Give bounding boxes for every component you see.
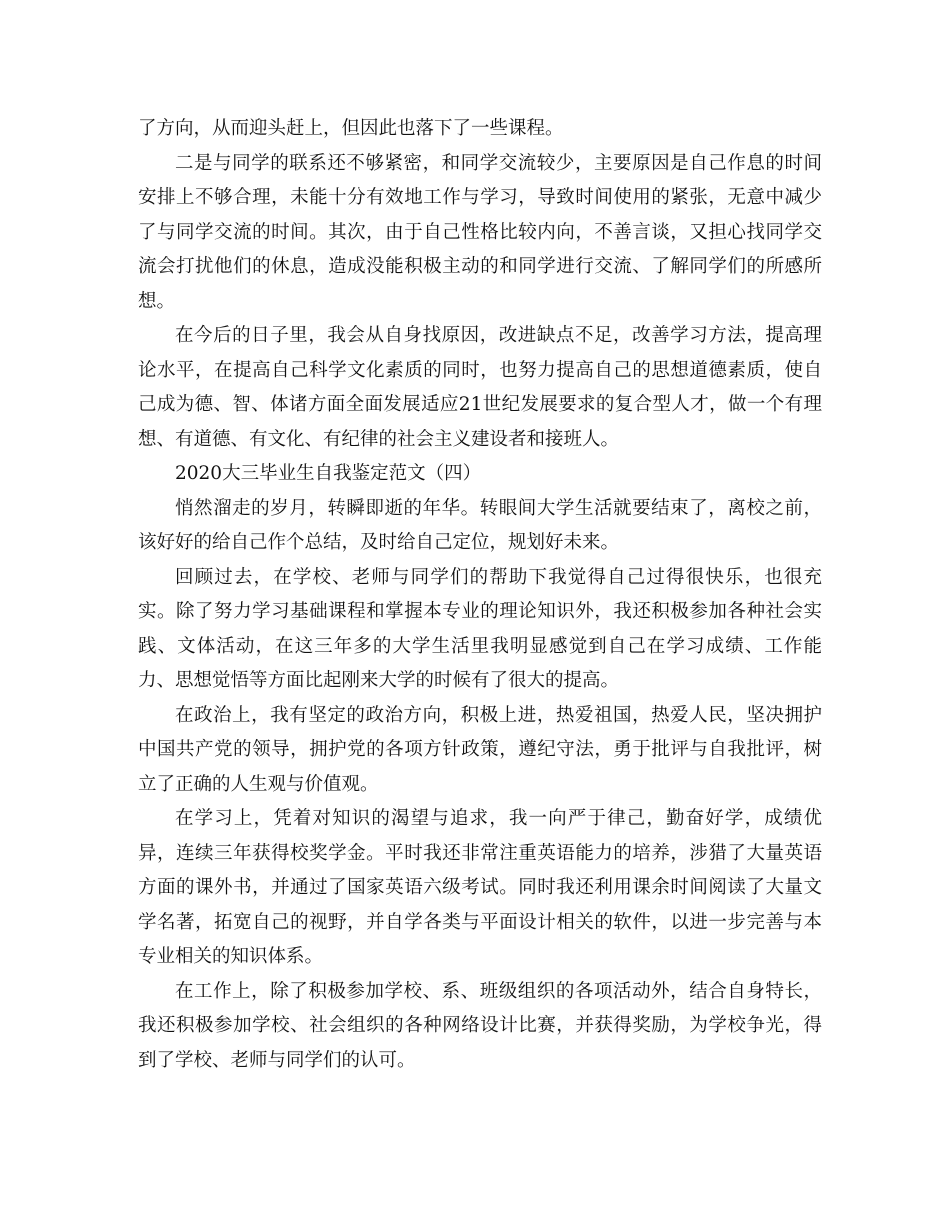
paragraph-study: 在学习上，凭着对知识的渴望与追求，我一向严于律己，勤奋好学，成绩优异，连续三年获得校奖学金。平时我还非常注重英语能力的培养，涉猎了大量英语方面的课外书，并通过了国家英语六级考试。同时我还利用课余时间阅读了大量文学名著，拓宽自己的视野，并自学各类与平面设计相关的软件，以进一步完善与本专业相关的知识体系。: [138, 808, 822, 967]
paragraph-review: 回顾过去，在学校、老师与同学们的帮助下我觉得自己过得很快乐，也很充实。除了努力学习基础课程和掌握本专业的理论知识外，我还积极参加各种社会实践、文体活动，在这三年多的大学生活里我明显感觉到自己在学习成绩、工作能力、思想觉悟等方面比起刚来大学的时候有了很大的提高。: [138, 566, 822, 691]
paragraph-politics: 在政治上，我有坚定的政治方向，积极上进，热爱祖国，热爱人民，坚决拥护中国共产党的领导，拥护党的各项方针政策，遵纪守法，勇于批评与自我批评，树立了正确的人生观与价值观。: [138, 704, 822, 795]
paragraph-future-plan: 在今后的日子里，我会从自身找原因，改进缺点不足，改善学习方法，提高理论水平，在提高自己科学文化素质的同时，也努力提高自己的思想道德素质，使自己成为德、智、体诸方面全面发展适应21世纪发展要求的复合型人才，做一个有理想、有道德、有文化、有纪律的社会主义建设者和接班人。: [138, 325, 822, 450]
paragraph-continuation: 了方向，从而迎头赶上，但因此也落下了一些课程。: [138, 118, 564, 139]
paragraph-communication: 二是与同学的联系还不够紧密，和同学交流较少，主要原因是自己作息的时间安排上不够合理，未能十分有效地工作与学习，导致时间使用的紧张，无意中减少了与同学交流的时间。其次，由于自己性格比较内向，不善言谈，又担心找同学交流会打扰他们的休息，造成没能积极主动的和同学进行交流、了解同学们的所感所想。: [138, 152, 822, 312]
document-body: [138, 112, 822, 1078]
paragraph-work: 在工作上，除了积极参加学校、系、班级组织的各项活动外，结合自身特长，我还积极参加学校、社会组织的各种网络设计比赛，并获得奖励，为学校争光，得到了学校、老师与同学们的认可。: [138, 980, 822, 1071]
paragraph-intro: 悄然溜走的岁月，转瞬即逝的年华。转眼间大学生活就要结束了，离校之前，该好好的给自己作个总结，及时给自己定位，规划好未来。: [138, 497, 822, 553]
section-heading: 2020大三毕业生自我鉴定范文（四）: [175, 463, 482, 484]
